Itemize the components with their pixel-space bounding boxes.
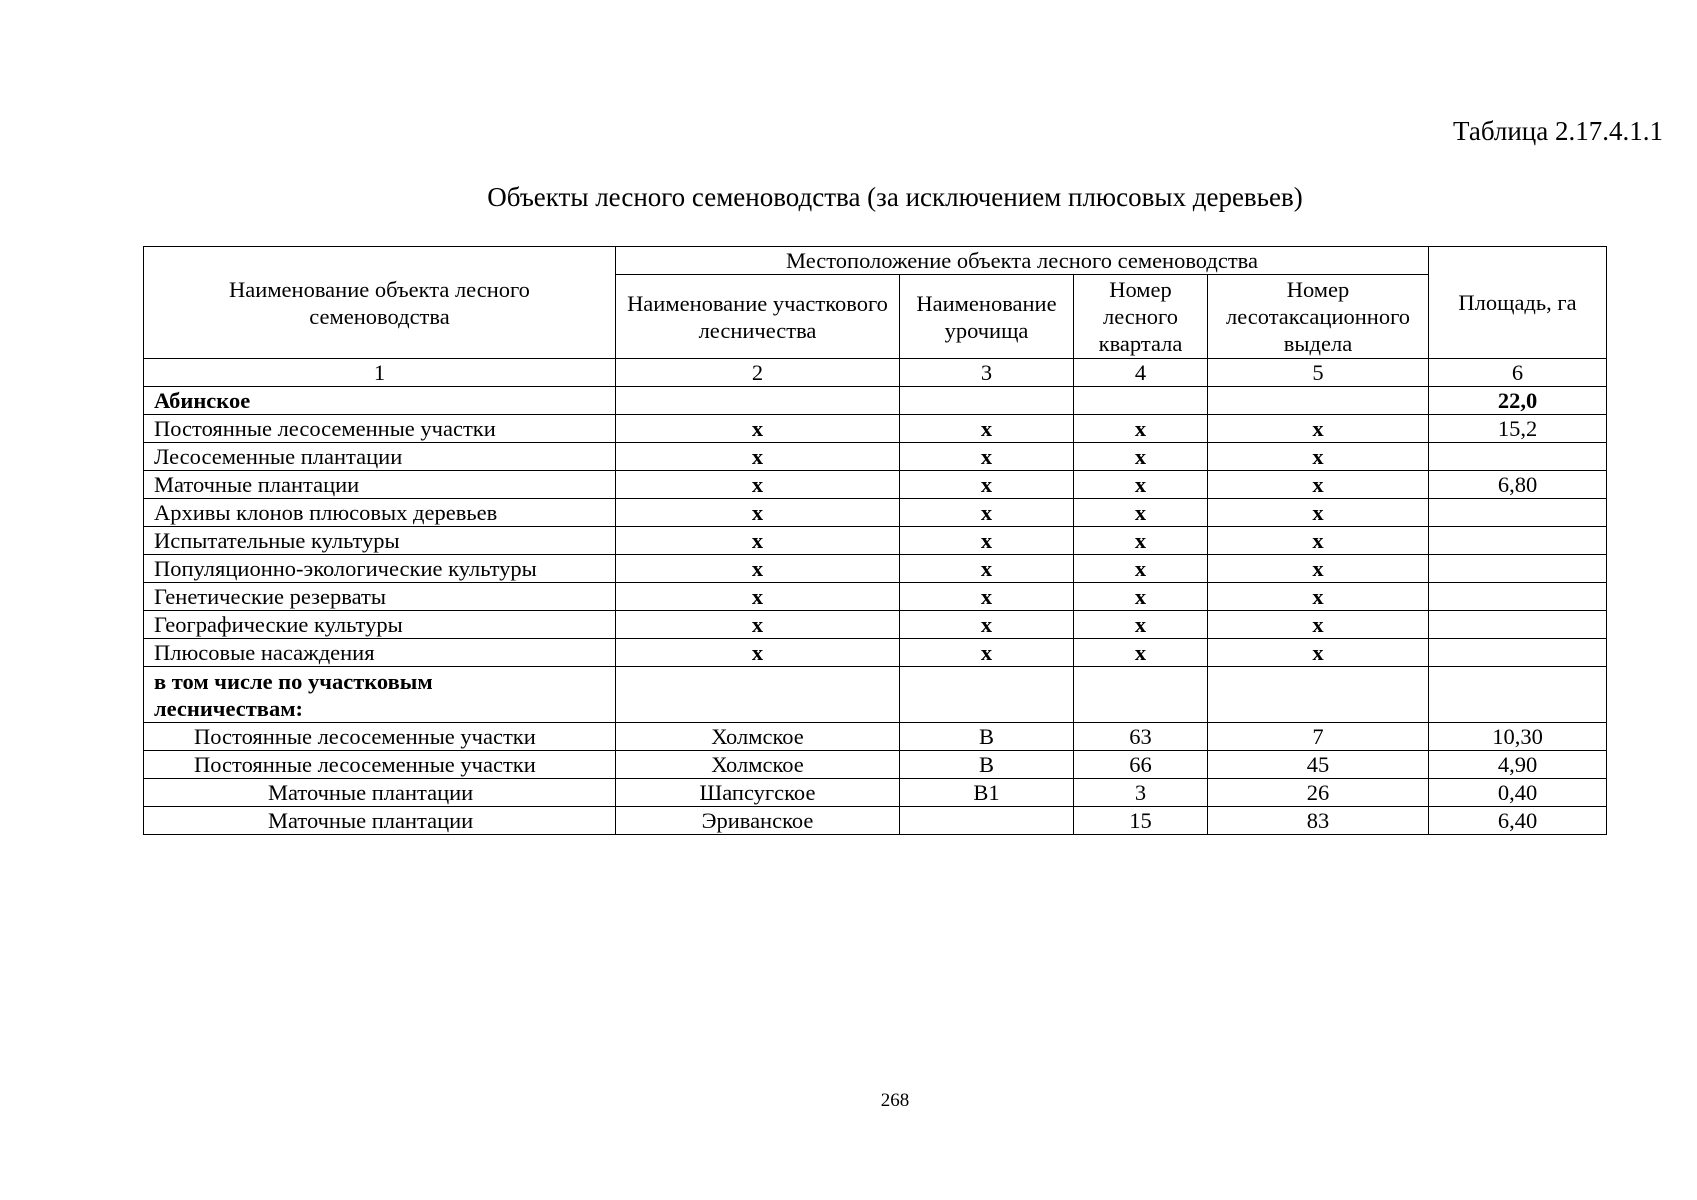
cell-x: х xyxy=(1074,639,1208,667)
cell-x: х xyxy=(1074,443,1208,471)
object-name: Испытательные культуры xyxy=(144,527,616,555)
tract: В1 xyxy=(900,779,1074,807)
cell-x: х xyxy=(1208,639,1429,667)
cell-x: х xyxy=(616,499,900,527)
cell-x: х xyxy=(616,415,900,443)
forestry-total-area: 22,0 xyxy=(1429,387,1607,415)
seed-objects-table xyxy=(143,246,1607,835)
subheader-label: в том числе по участковым лесничествам: xyxy=(144,667,616,723)
page-number: 268 xyxy=(880,1090,910,1111)
district-forestry: Холмское xyxy=(616,751,900,779)
table-row xyxy=(144,443,1607,471)
table-number: Таблица 2.17.4.1.1 xyxy=(1453,116,1663,146)
object-area: 0,40 xyxy=(1429,779,1607,807)
document-title: Объекты лесного семеноводства (за исключением плюсовых деревьев) xyxy=(487,182,1303,212)
object-area: 15,2 xyxy=(1429,415,1607,443)
header-tract: Наименование урочища xyxy=(900,275,1074,359)
district-forestry: Эриванское xyxy=(616,807,900,835)
object-name: Маточные плантации xyxy=(144,807,616,835)
object-name: Генетические резерваты xyxy=(144,583,616,611)
cell-x: х xyxy=(1208,611,1429,639)
column-number: 5 xyxy=(1208,359,1429,387)
cell-x: х xyxy=(616,639,900,667)
cell-x: х xyxy=(1074,471,1208,499)
cell-x: х xyxy=(1208,583,1429,611)
quarter: 66 xyxy=(1074,751,1208,779)
column-number: 4 xyxy=(1074,359,1208,387)
forestry-name: Абинское xyxy=(144,387,616,415)
tract: В xyxy=(900,723,1074,751)
object-name: Постоянные лесосеменные участки xyxy=(144,751,616,779)
subheader-row xyxy=(144,667,1607,723)
cell-x: х xyxy=(1208,499,1429,527)
cell-x: х xyxy=(1208,415,1429,443)
cell-x: х xyxy=(1074,611,1208,639)
table-row xyxy=(144,471,1607,499)
allotment: 7 xyxy=(1208,723,1429,751)
table-row xyxy=(144,555,1607,583)
table-row xyxy=(144,527,1607,555)
quarter: 3 xyxy=(1074,779,1208,807)
object-name: Маточные плантации xyxy=(144,779,616,807)
header-area: Площадь, га xyxy=(1429,247,1607,359)
object-name: Плюсовые насаждения xyxy=(144,639,616,667)
object-area: 6,40 xyxy=(1429,807,1607,835)
object-area xyxy=(1429,639,1607,667)
cell-x: х xyxy=(900,555,1074,583)
object-area xyxy=(1429,443,1607,471)
cell-x: х xyxy=(616,555,900,583)
cell-x: х xyxy=(900,611,1074,639)
cell-x: х xyxy=(900,415,1074,443)
district-forestry: Холмское xyxy=(616,723,900,751)
object-name: Постоянные лесосеменные участки xyxy=(144,415,616,443)
object-area xyxy=(1429,611,1607,639)
column-number: 1 xyxy=(144,359,616,387)
header-object-name: Наименование объекта лесного семеноводства xyxy=(144,247,616,359)
cell-x: х xyxy=(1074,527,1208,555)
cell-x: х xyxy=(900,443,1074,471)
column-numbers-row xyxy=(144,359,1607,387)
object-area xyxy=(1429,499,1607,527)
cell-x: х xyxy=(1074,583,1208,611)
header-district-forestry: Наименование участкового лесничества xyxy=(616,275,900,359)
table-row xyxy=(144,415,1607,443)
forestry-total-row xyxy=(144,387,1607,415)
district-forestry: Шапсугское xyxy=(616,779,900,807)
cell-x: х xyxy=(1208,443,1429,471)
tract xyxy=(900,807,1074,835)
cell-x: х xyxy=(1208,471,1429,499)
object-name: Лесосеменные плантации xyxy=(144,443,616,471)
object-name: Постоянные лесосеменные участки xyxy=(144,723,616,751)
cell-x: х xyxy=(900,471,1074,499)
object-area xyxy=(1429,527,1607,555)
column-number: 6 xyxy=(1429,359,1607,387)
cell-x: х xyxy=(900,639,1074,667)
table-row xyxy=(144,499,1607,527)
object-area xyxy=(1429,583,1607,611)
object-name: Популяционно-экологические культуры xyxy=(144,555,616,583)
cell-x: х xyxy=(616,611,900,639)
object-area: 6,80 xyxy=(1429,471,1607,499)
cell-x: х xyxy=(900,499,1074,527)
object-name: Архивы клонов плюсовых деревьев xyxy=(144,499,616,527)
cell-x: х xyxy=(1208,527,1429,555)
column-number: 2 xyxy=(616,359,900,387)
table-row xyxy=(144,611,1607,639)
detail-row xyxy=(144,751,1607,779)
cell-x: х xyxy=(616,443,900,471)
allotment: 45 xyxy=(1208,751,1429,779)
cell-x: х xyxy=(900,583,1074,611)
detail-row xyxy=(144,723,1607,751)
column-number: 3 xyxy=(900,359,1074,387)
detail-row xyxy=(144,807,1607,835)
object-name: Маточные плантации xyxy=(144,471,616,499)
cell-x: х xyxy=(616,527,900,555)
header-allotment: Номер лесотаксационного выдела xyxy=(1208,275,1429,359)
object-area xyxy=(1429,555,1607,583)
cell-x: х xyxy=(900,527,1074,555)
table-row xyxy=(144,639,1607,667)
cell-x: х xyxy=(1074,415,1208,443)
detail-row xyxy=(144,779,1607,807)
allotment: 26 xyxy=(1208,779,1429,807)
cell-x: х xyxy=(1074,499,1208,527)
header-quarter: Номер лесного квартала xyxy=(1074,275,1208,359)
table-row xyxy=(144,583,1607,611)
object-name: Географические культуры xyxy=(144,611,616,639)
quarter: 63 xyxy=(1074,723,1208,751)
cell-x: х xyxy=(616,583,900,611)
tract: В xyxy=(900,751,1074,779)
cell-x: х xyxy=(616,471,900,499)
allotment: 83 xyxy=(1208,807,1429,835)
cell-x: х xyxy=(1208,555,1429,583)
object-area: 10,30 xyxy=(1429,723,1607,751)
quarter: 15 xyxy=(1074,807,1208,835)
header-location-group: Местоположение объекта лесного семеноводства xyxy=(616,247,1429,275)
cell-x: х xyxy=(1074,555,1208,583)
object-area: 4,90 xyxy=(1429,751,1607,779)
